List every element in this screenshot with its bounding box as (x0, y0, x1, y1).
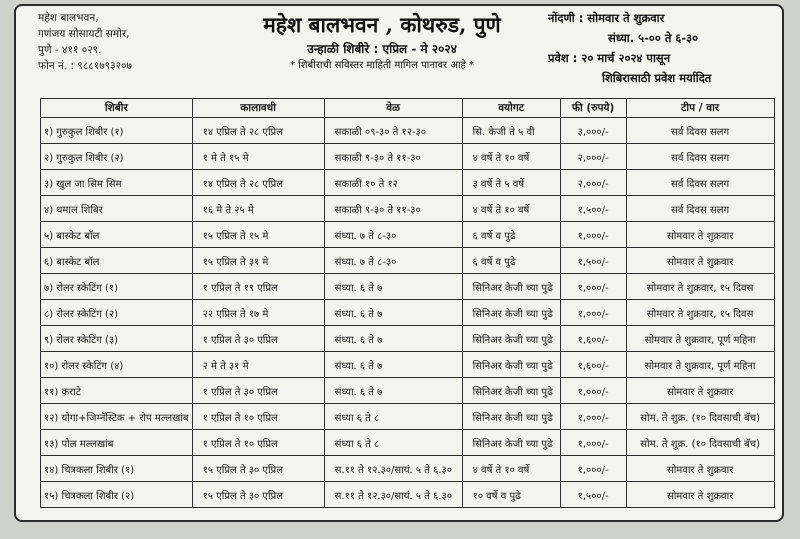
fee: १,०००/- (560, 378, 626, 404)
table-row (41, 430, 775, 456)
camp-name: ६) बास्केट बॉल (41, 248, 193, 274)
fee: १,५००/- (560, 482, 626, 508)
info-note: * शिबीराची सविस्तर माहिती मागिल पानावर आहे * (289, 60, 475, 71)
fee: १,०००/- (560, 274, 626, 300)
column-header: शिबीर (41, 99, 193, 118)
table-row (41, 300, 775, 326)
registration-block (548, 8, 768, 88)
table-row (41, 482, 775, 508)
camp-time: संध्या ६ ते ८ (324, 430, 462, 456)
column-header: कालावधी (192, 99, 324, 118)
note-days: सोमवार ते शुक्रवार (626, 248, 774, 274)
table-row (41, 222, 775, 248)
camp-time: संध्या. ६ ते ७ (324, 274, 462, 300)
camp-time: संध्या ६ ते ८ (324, 404, 462, 430)
address-line: पुणे - ४११ ०२९. (38, 44, 102, 56)
fee: १,५००/- (560, 248, 626, 274)
camp-table (40, 98, 775, 508)
camp-duration: १ एप्रिल ते १० एप्रिल (192, 430, 324, 456)
table-row (41, 404, 775, 430)
column-header: वेळ (324, 99, 462, 118)
admission-limit: शिबिरासाठी प्रवेश मर्यादित (602, 71, 712, 85)
age-group: ३ वर्षे ते ५ वर्षे (462, 170, 560, 196)
table-row (41, 144, 775, 170)
table-row (41, 274, 775, 300)
age-group: ६ वर्षे व पुढे (462, 248, 560, 274)
note-days: सोम. ते शुक्र. (१० दिवसाची बॅच) (626, 430, 774, 456)
camp-name: १) गुरुकुल शिबीर (१) (41, 118, 193, 144)
camp-duration: १ एप्रिल ते ३० एप्रिल (192, 378, 324, 404)
registration-days: नोंदणी : सोमवार ते शुक्रवार (548, 11, 665, 25)
note-days: सोमवार ते शुक्रवार (626, 378, 774, 404)
camp-name: ८) रोलर स्केटिंग (२) (41, 300, 193, 326)
fee: १,०००/- (560, 300, 626, 326)
table-row (41, 118, 775, 144)
camp-duration: १५ एप्रिल ते ३० एप्रिल (192, 482, 324, 508)
age-group: सिनिअर केजी च्या पुढे (462, 274, 560, 300)
age-group: १० वर्षे व पुढे (462, 482, 560, 508)
fee: २,०००/- (560, 170, 626, 196)
camp-time: संध्या. ६ ते ७ (324, 326, 462, 352)
address-block (38, 10, 132, 74)
camp-duration: १५ एप्रिल ते ३१ मे (192, 248, 324, 274)
address-line: महेश बालभवन, (38, 12, 99, 24)
fee: १,०००/- (560, 404, 626, 430)
table-row (41, 196, 775, 222)
phone-line: फोन नं. : ९८८१७९३२०७ (38, 60, 132, 72)
age-group: ६ वर्षे व पुढे (462, 222, 560, 248)
note-days: सोम. ते शुक्र. (१० दिवसाची बॅच) (626, 404, 774, 430)
title-block (232, 10, 532, 74)
note-days: सोमवार ते शुक्रवार (626, 222, 774, 248)
camp-time: संध्या. ६ ते ७ (324, 378, 462, 404)
camp-duration: १ एप्रिल ते १९ एप्रिल (192, 274, 324, 300)
age-group: ४ वर्षे ते १० वर्षे (462, 144, 560, 170)
camp-duration: २२ एप्रिल ते १७ मे (192, 300, 324, 326)
fee: १,६००/- (560, 352, 626, 378)
column-header: वयोगट (462, 99, 560, 118)
camp-time: सकाळी ०९-३० ते १२-३० (324, 118, 462, 144)
camp-name: १५) चित्रकला शिबीर (२) (41, 482, 193, 508)
age-group: सिनिअर केजी च्या पुढे (462, 326, 560, 352)
page-title: महेश बालभवन , कोथरुड, पुणे (263, 12, 501, 37)
camp-name: १४) चित्रकला शिबीर (१) (41, 456, 193, 482)
camp-name: ३) खुल जा सिम सिम (41, 170, 193, 196)
column-header: फी (रुपये) (560, 99, 626, 118)
table-row (41, 378, 775, 404)
note-days: सोमवार ते शुक्रवार (626, 456, 774, 482)
camp-name: २) गुरुकुल शिबीर (२) (41, 144, 193, 170)
camp-time: सकाळी १० ते १२ (324, 170, 462, 196)
camp-time: संध्या. ६ ते ७ (324, 352, 462, 378)
camp-duration: २ मे ते ३१ मे (192, 352, 324, 378)
camp-name: १३) पोल मल्लखांब (41, 430, 193, 456)
camp-time: सकाळी ९-३० ते ११-३० (324, 196, 462, 222)
note-days: सर्व दिवस सलग (626, 170, 774, 196)
camp-time: संध्या. ७ ते ८-३० (324, 248, 462, 274)
note-days: सोमवार ते शुक्रवार (626, 482, 774, 508)
table-row (41, 170, 775, 196)
camp-name: ५) बास्केट बॉल (41, 222, 193, 248)
fee: १,०००/- (560, 222, 626, 248)
camp-name: ११) कराटे (41, 378, 193, 404)
camp-time: सकाळी ९-३० ते ११-३० (324, 144, 462, 170)
age-group: सिनिअर केजी च्या पुढे (462, 300, 560, 326)
camp-name: ७) रोलर स्केटिंग (१) (41, 274, 193, 300)
camp-name: १०) रोलर स्केटिंग (४) (41, 352, 193, 378)
registration-time: संध्या. ५-०० ते ६-३० (608, 31, 699, 45)
fee: १,०००/- (560, 456, 626, 482)
age-group: ४ वर्षे ते १० वर्षे (462, 456, 560, 482)
camp-duration: १ मे ते १५ मे (192, 144, 324, 170)
age-group: सिनिअर केजी च्या पुढे (462, 430, 560, 456)
age-group: सिनिअर केजी च्या पुढे (462, 378, 560, 404)
camp-time: संध्या. ७ ते ८-३० (324, 222, 462, 248)
note-days: सोमवार ते शुक्रवार, पूर्ण महिना (626, 352, 774, 378)
camp-duration: १४ एप्रिल ते २८ एप्रिल (192, 118, 324, 144)
note-days: सोमवार ते शुक्रवार, १५ दिवस (626, 274, 774, 300)
camp-name: ९) रोलर स्केटिंग (३) (41, 326, 193, 352)
camp-name: ४) धमाल शिबिर (41, 196, 193, 222)
table-row (41, 248, 775, 274)
fee: १,५००/- (560, 196, 626, 222)
note-days: सोमवार ते शुक्रवार, १५ दिवस (626, 300, 774, 326)
camp-subtitle: उन्हाळी शिबीरे : एप्रिल - मे २०२४ (307, 42, 457, 56)
camp-name: १२) योगा+जिम्नॅस्टिक + रोप मल्लखांब (41, 404, 193, 430)
fee: २,०००/- (560, 144, 626, 170)
column-header: टीप / वार (626, 99, 774, 118)
camp-duration: १ एप्रिल ते ३० एप्रिल (192, 326, 324, 352)
camp-time: संध्या. ६ ते ७ (324, 300, 462, 326)
address-line: गणंजय सोसायटी समोर, (38, 28, 130, 40)
table-row (41, 456, 775, 482)
camp-duration: १५ एप्रिल ते १५ मे (192, 222, 324, 248)
table-row (41, 326, 775, 352)
table-header-row (41, 99, 775, 118)
age-group: सि. केजी ते ५ वी (462, 118, 560, 144)
age-group: सिनिअर केजी च्या पुढे (462, 352, 560, 378)
camp-time: स.११ ते १२.३०/सायं. ५ ते ६.३० (324, 456, 462, 482)
table-row (41, 352, 775, 378)
fee: १,०००/- (560, 430, 626, 456)
note-days: सर्व दिवस सलग (626, 144, 774, 170)
admission-date: प्रवेश : २० मार्च २०२४ पासून (548, 51, 671, 65)
fee: ३,०००/- (560, 118, 626, 144)
camp-duration: १ एप्रिल ते १० एप्रिल (192, 404, 324, 430)
camp-time: स.११ ते १२.३०/सायं. ५ ते ६.३० (324, 482, 462, 508)
note-days: सोमवार ते शुक्रवार, पूर्ण महिना (626, 326, 774, 352)
fee: १,६००/- (560, 326, 626, 352)
camp-duration: १५ एप्रिल ते ३० एप्रिल (192, 456, 324, 482)
note-days: सर्व दिवस सलग (626, 196, 774, 222)
camp-duration: १६ मे ते २५ मे (192, 196, 324, 222)
camp-duration: १४ एप्रिल ते २८ एप्रिल (192, 170, 324, 196)
age-group: ४ वर्षे ते १० वर्षे (462, 196, 560, 222)
age-group: सिनिअर केजी च्या पुढे (462, 404, 560, 430)
note-days: सर्व दिवस सलग (626, 118, 774, 144)
